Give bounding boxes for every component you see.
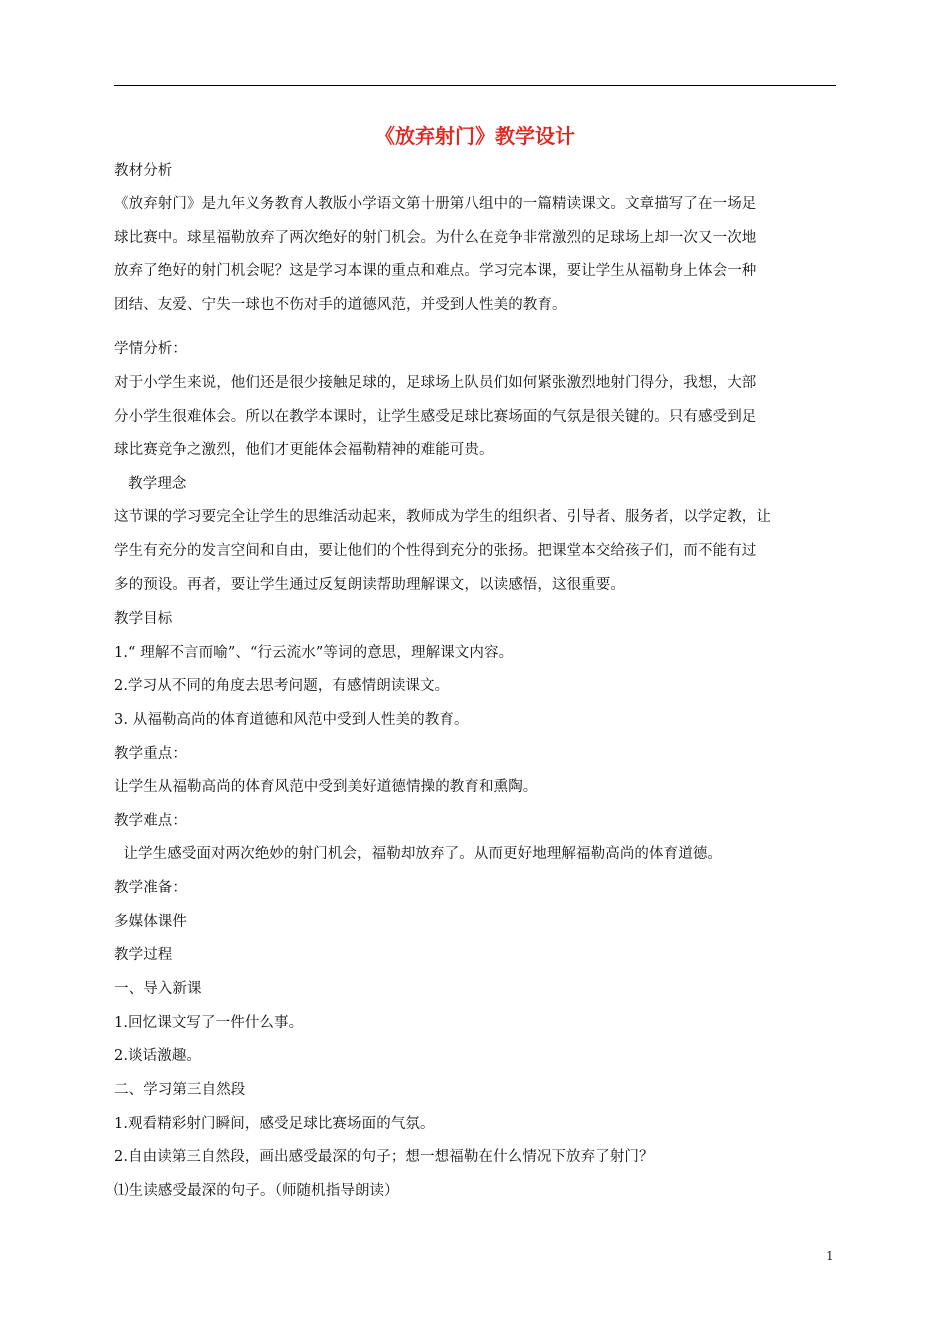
text-line: 对于小学生来说，他们还是很少接触足球的，足球场上队员们如何紧张激烈地射门得分，我想，大部 — [114, 375, 757, 391]
text-line: 1.观看精彩射门瞬间，感受足球比赛场面的气氛。 — [114, 1116, 435, 1132]
text-line: 2.谈话激趣。 — [114, 1048, 202, 1064]
text-line: 3. 从福勒高尚的体育道德和风范中受到人性美的教育。 — [114, 712, 469, 728]
text-line: 1.回忆课文写了一件什么事。 — [114, 1015, 304, 1031]
page-number: 1 — [826, 1249, 834, 1263]
text-line: 球比赛竞争之激烈，他们才更能体会福勒精神的难能可贵。 — [114, 442, 494, 458]
text-line: 教学过程 — [114, 947, 173, 963]
text-line: 团结、友爱、宁失一球也不伤对手的道德风范，并受到人性美的教育。 — [114, 297, 567, 313]
text-line: 让学生感受面对两次绝妙的射门机会，福勒却放弃了。从而更好地理解福勒高尚的体育道德。 — [114, 846, 723, 862]
text-line: 2.自由读第三自然段，画出感受最深的句子；想一想福勒在什么情况下放弃了射门？ — [114, 1149, 654, 1165]
text-line: 这节课的学习要完全让学生的思维活动起来，教师成为学生的组织者、引导者、服务者，以学定教，让 — [114, 509, 771, 525]
text-line: 分小学生很难体会。所以在教学本课时，让学生感受足球比赛场面的气氛是很关键的。只有感受到足 — [114, 409, 757, 425]
text-line: 教材分析 — [114, 163, 173, 179]
text-line: 多的预设。再者，要让学生通过反复朗读帮助理解课文，以读感悟，这很重要。 — [114, 577, 625, 593]
text-line: ⑴生读感受最深的句子。（师随机指导朗读） — [114, 1183, 399, 1199]
document-title: 《放弃射门》教学设计 — [375, 124, 575, 148]
text-line: 教学目标 — [114, 611, 173, 627]
text-line: 让学生从福勒高尚的体育风范中受到美好道德情操的教育和熏陶。 — [114, 779, 538, 795]
text-line: 学生有充分的发言空间和自由，要让他们的个性得到充分的张扬。把课堂本交给孩子们，而不能有过 — [114, 543, 757, 559]
text-line: 放弃了绝好的射门机会呢？这是学习本课的重点和难点。学习完本课，要让学生从福勒身上体会一种 — [114, 263, 757, 279]
header-rule — [114, 85, 836, 86]
text-line: 教学重点： — [114, 746, 187, 762]
text-line: 教学理念 — [114, 476, 187, 492]
text-line: 一、导入新课 — [114, 981, 202, 997]
text-line: 2.学习从不同的角度去思考问题，有感情朗读课文。 — [114, 678, 450, 694]
text-line: 多媒体课件 — [114, 914, 187, 930]
text-line: 二、学习第三自然段 — [114, 1082, 246, 1098]
text-line: 1.“ 理解不言而喻”、“行云流水”等词的意思，理解课文内容。 — [114, 645, 514, 661]
text-line: 教学准备： — [114, 880, 187, 896]
text-line: 球比赛中。球星福勒放弃了两次绝好的射门机会。为什么在竞争非常激烈的足球场上却一次又一次地 — [114, 230, 757, 246]
text-line: 《放弃射门》是九年义务教育人教版小学语文第十册第八组中的一篇精读课文。文章描写了在一场足 — [114, 196, 757, 212]
text-line: 教学难点： — [114, 813, 187, 829]
text-line: 学情分析： — [114, 341, 187, 357]
